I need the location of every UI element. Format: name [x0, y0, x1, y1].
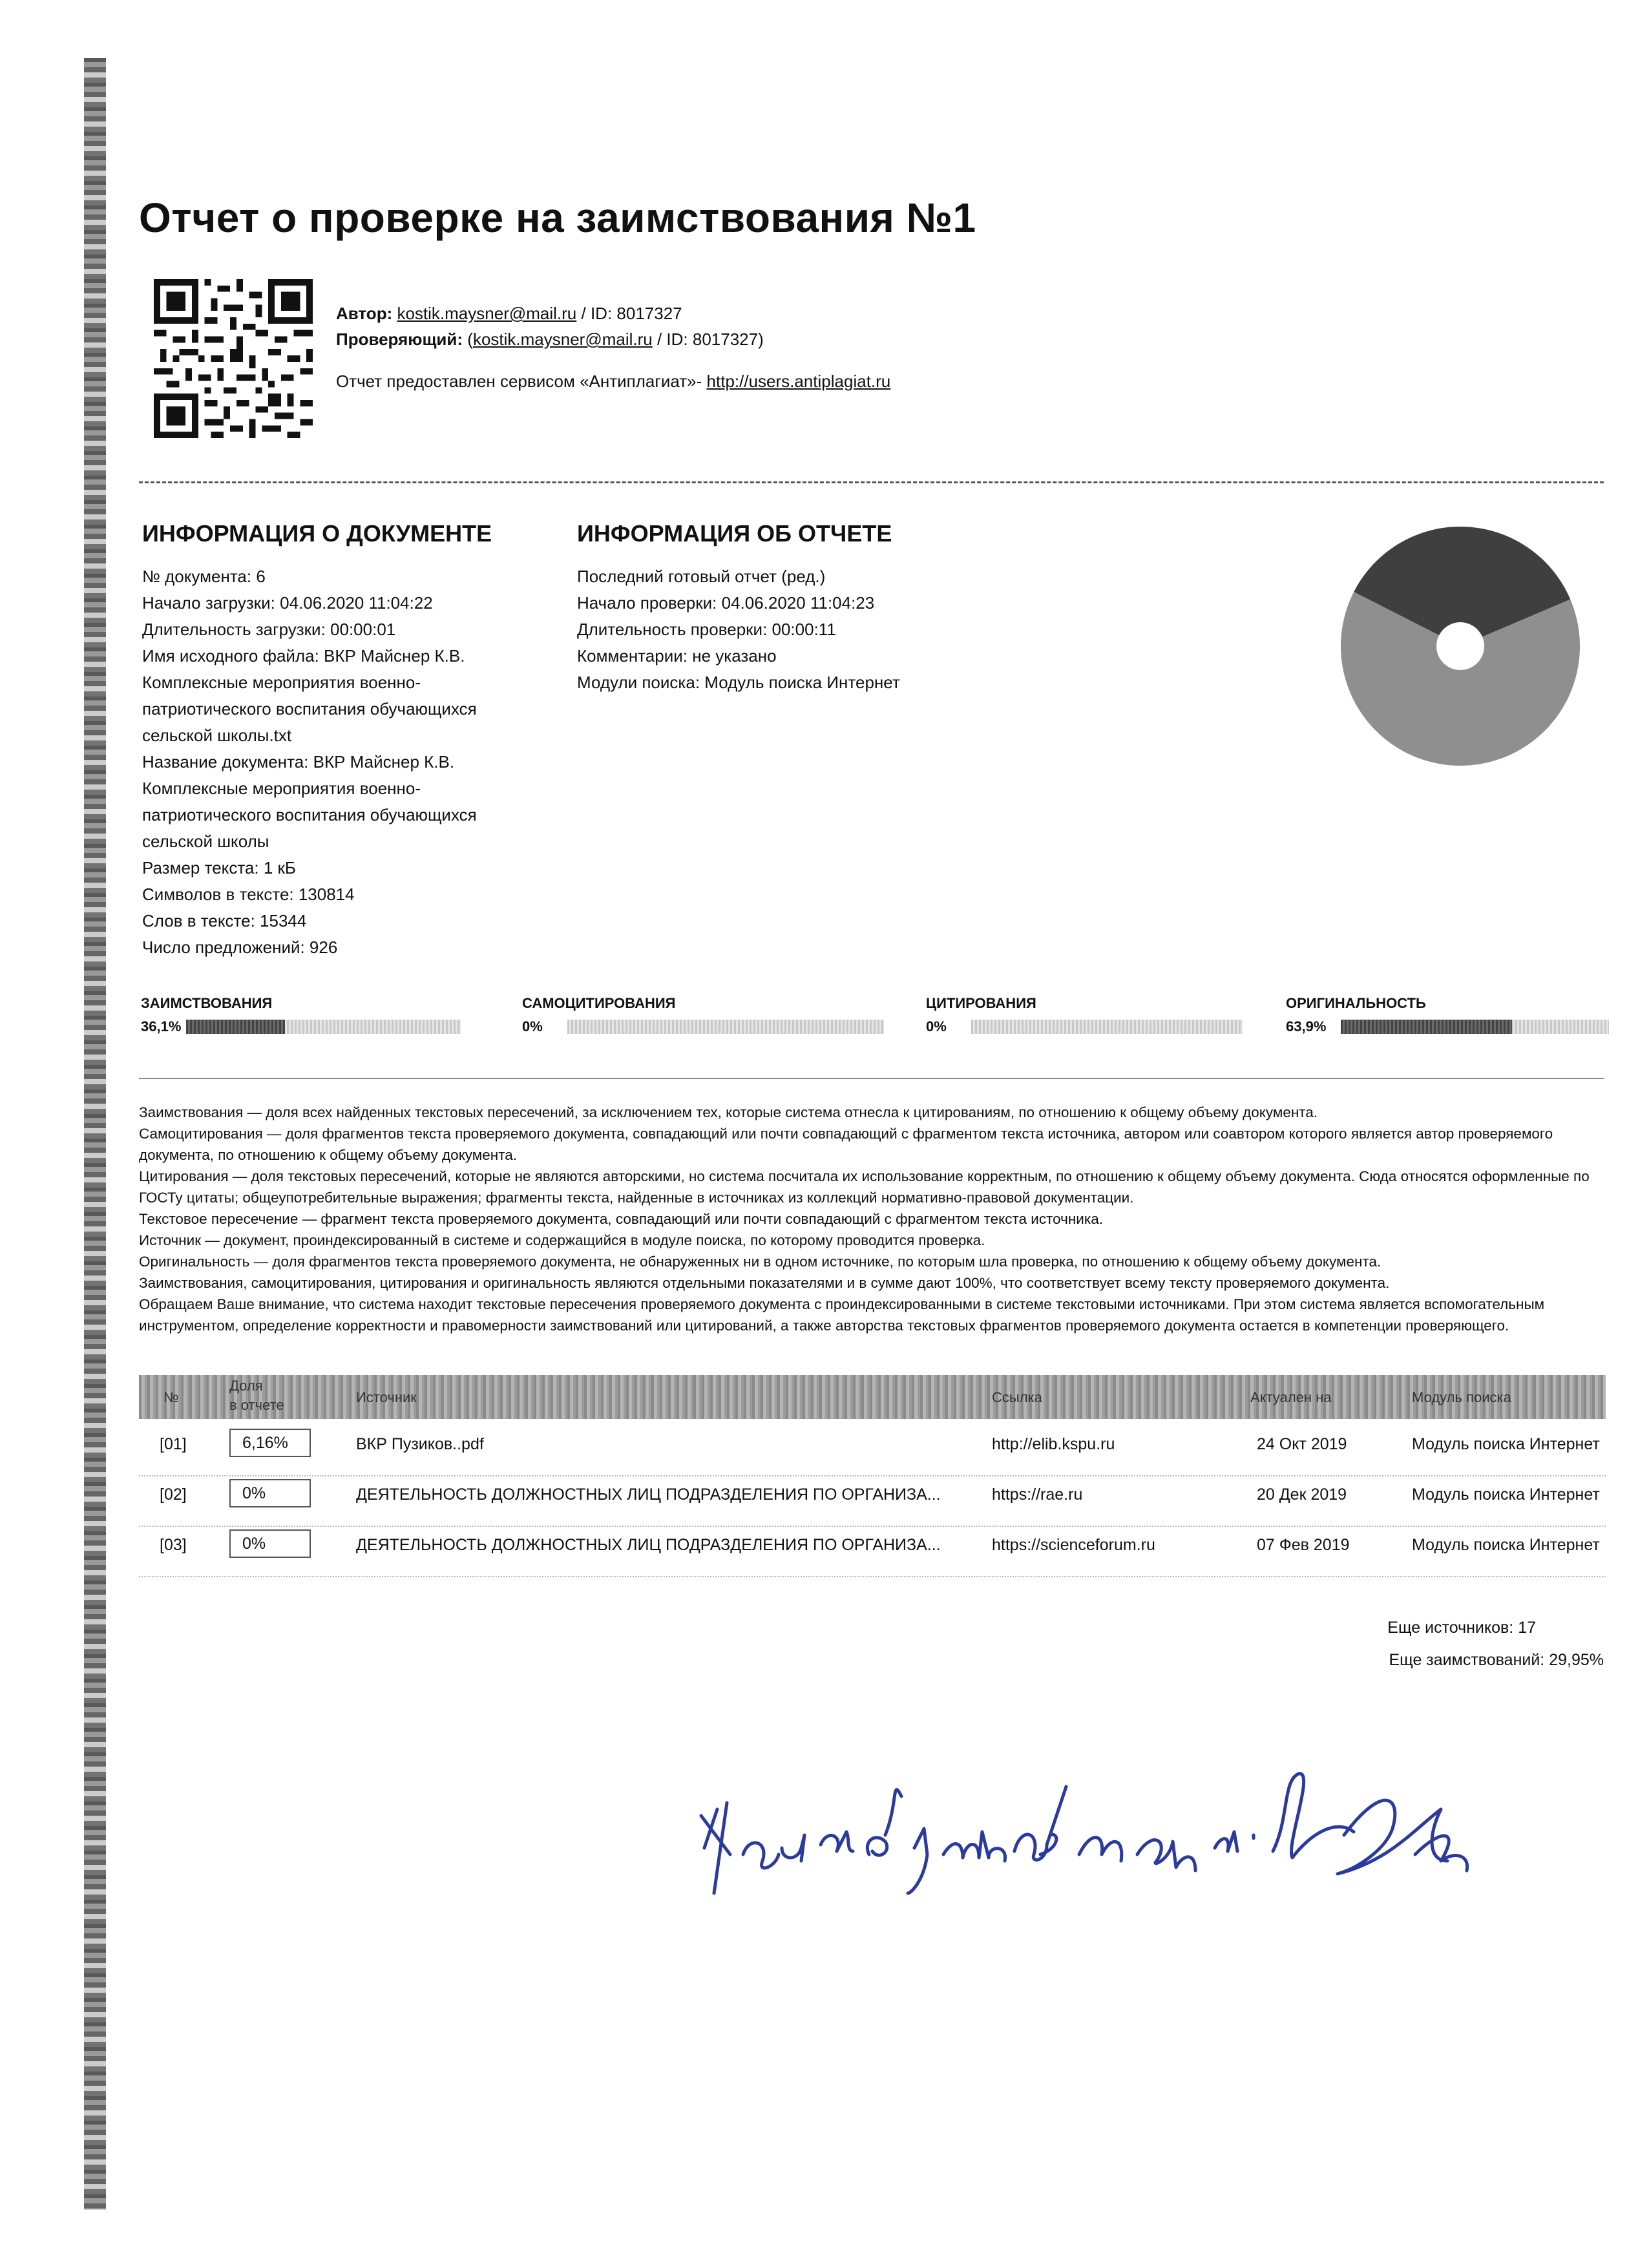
- report-info-line: Длительность проверки: 00:00:11: [577, 620, 836, 639]
- th-share-1: Доля: [229, 1378, 263, 1394]
- legend-paragraph: Заимствования, самоцитирования, цитирования и оригинальность являются отдельными показателями и в сумме дают 100%, что соответствует всему тексту проверяемого документа.: [139, 1275, 1390, 1291]
- legend-paragraph: Оригинальность — доля фрагментов текста проверяемого документа, не обнаруженных ни в одном источнике, по которым шла проверка, по отношению к общему объему документа.: [139, 1254, 1381, 1270]
- reviewer-id: / ID: 8017327): [656, 330, 764, 349]
- service-url-link[interactable]: http://users.antiplagiat.ru: [706, 372, 891, 391]
- th-actual: Актуален на: [1250, 1389, 1332, 1405]
- source-url[interactable]: http://elib.kspu.ru: [992, 1435, 1115, 1453]
- source-date: 20 Дек 2019: [1257, 1486, 1347, 1504]
- reviewer-email-link[interactable]: kostik.maysner@mail.ru: [472, 330, 653, 349]
- th-num: №: [163, 1389, 179, 1405]
- author-id: / ID: 8017327: [581, 304, 682, 323]
- doc-info-line: № документа: 6: [142, 567, 266, 586]
- source-share: 6,16%: [229, 1429, 311, 1457]
- source-row[interactable]: [139, 1526, 1606, 1564]
- originality-pie-chart: [1341, 527, 1580, 766]
- doc-info-line: Число предложений: 926: [142, 938, 338, 957]
- legend-paragraph: Цитирования — доля текстовых пересечений, которые не являются авторскими, но система посчитала их использование корректным, по отношению к общему объему документа. Сюда относятся оформленные по ГОСТу цитаты; общеупотребительные выражения; фрагменты текста, найденные в источниках из коллекций нормативно-правовой документации.: [139, 1168, 1590, 1206]
- stat-selfcite: [522, 995, 884, 1035]
- stat-original-label: ОРИГИНАЛЬНОСТЬ: [1286, 995, 1426, 1011]
- divider-mid: [139, 1078, 1604, 1079]
- source-share: 0%: [229, 1529, 311, 1558]
- legend-paragraph: Самоцитирования — доля фрагментов текста проверяемого документа, совпадающий или почти совпадающий с фрагментом текста источника, автором или соавтором которого является автор проверяемого документа, по отношению к общему объему документа.: [139, 1126, 1553, 1163]
- legend-paragraph: Источник — документ, проиндексированный в системе и содержащийся в модуле поиска, по которому проводится проверка.: [139, 1232, 985, 1248]
- source-name: ДЕЯТЕЛЬНОСТЬ ДОЛЖНОСТНЫХ ЛИЦ ПОДРАЗДЕЛЕНИЯ ПО ОРГАНИЗА...: [356, 1536, 941, 1554]
- legend-paragraph: Текстовое пересечение — фрагмент текста проверяемого документа, совпадающий или почти совпадающий с фрагментом текста источника.: [139, 1211, 1103, 1227]
- more-sources: Еще источников: 17: [1387, 1619, 1536, 1637]
- report-info-line: Последний готовый отчет (ред.): [577, 567, 826, 586]
- stat-selfcite-label: САМОЦИТИРОВАНИЯ: [522, 995, 676, 1011]
- source-row[interactable]: [139, 1425, 1606, 1464]
- author-email-link[interactable]: kostik.maysner@mail.ru: [397, 304, 577, 323]
- scan-edge-artifact: [84, 58, 106, 2210]
- doc-info-line: Комплексные мероприятия военно-: [142, 779, 421, 798]
- stat-borrow-value: 36,1%: [141, 1018, 182, 1034]
- stat-borrow: [141, 995, 461, 1035]
- th-link: Ссылка: [992, 1389, 1042, 1405]
- source-url[interactable]: https://rae.ru: [992, 1486, 1083, 1504]
- reviewer-open-paren: (: [467, 330, 473, 349]
- doc-info-line: Комплексные мероприятия военно-: [142, 673, 421, 692]
- author-line: [336, 304, 682, 324]
- reviewer-label: Проверяющий:: [336, 330, 463, 349]
- source-share: 0%: [229, 1479, 311, 1507]
- th-share-2: в отчете: [229, 1397, 284, 1413]
- stat-cite-bar: [971, 1020, 1243, 1034]
- doc-info-line: патриотического воспитания обучающихся: [142, 805, 477, 824]
- definitions-legend: [139, 1102, 1612, 1336]
- source-date: 07 Фев 2019: [1257, 1536, 1350, 1554]
- doc-info-line: Название документа: ВКР Майснер К.В.: [142, 752, 455, 772]
- source-num: [03]: [160, 1536, 187, 1554]
- stat-borrow-bar: [186, 1020, 461, 1034]
- source-module: Модуль поиска Интернет: [1412, 1486, 1600, 1504]
- stat-selfcite-value: 0%: [522, 1018, 543, 1034]
- doc-info-line: Длительность загрузки: 00:00:01: [142, 620, 396, 639]
- stat-borrow-label: ЗАИМСТВОВАНИЯ: [141, 995, 273, 1011]
- source-url[interactable]: https://scienceforum.ru: [992, 1536, 1155, 1554]
- stat-original-bar: [1341, 1020, 1609, 1034]
- doc-info-line: сельской школы.txt: [142, 726, 292, 745]
- source-module: Модуль поиска Интернет: [1412, 1435, 1600, 1453]
- doc-info-line: Размер текста: 1 кБ: [142, 858, 296, 877]
- stat-original-value: 63,9%: [1286, 1018, 1327, 1034]
- source-name: ВКР Пузиков..pdf: [356, 1435, 484, 1453]
- doc-info-line: Слов в тексте: 15344: [142, 911, 307, 930]
- doc-info-list: [142, 563, 477, 961]
- legend-paragraph: Обращаем Ваше внимание, что система находит текстовые пересечения проверяемого документа с проиндексированными в системе текстовыми источниками. При этом система является вспомогательным инструментом, определение корректности и правомерности заимствований или цитирований, а также авторства текстовых фрагментов проверяемого документа остается в компетенции проверяющего.: [139, 1296, 1545, 1334]
- doc-info-heading: ИНФОРМАЦИЯ О ДОКУМЕНТЕ: [142, 520, 492, 547]
- row-divider: [139, 1576, 1606, 1577]
- stat-cite: [926, 995, 1243, 1035]
- pie-center-hole: [1436, 622, 1484, 670]
- author-label: Автор:: [336, 304, 393, 323]
- stat-original-fill: [1341, 1020, 1512, 1034]
- legend-paragraph: Заимствования — доля всех найденных текстовых пересечений, за исключением тех, которые система отнесла к цитированиям, по отношению к общему объему документа.: [139, 1104, 1318, 1120]
- handwritten-signature: [691, 1758, 1609, 1926]
- report-info-line: Начало проверки: 04.06.2020 11:04:23: [577, 593, 875, 613]
- service-text: Отчет предоставлен сервисом «Антиплагиат»-: [336, 372, 702, 391]
- source-module: Модуль поиска Интернет: [1412, 1536, 1600, 1554]
- th-source: Источник: [356, 1389, 417, 1405]
- source-date: 24 Окт 2019: [1257, 1435, 1347, 1453]
- report-info-line: Комментарии: не указано: [577, 646, 777, 666]
- sources-table-header: [139, 1375, 1606, 1419]
- doc-info-line: Начало загрузки: 04.06.2020 11:04:22: [142, 593, 433, 613]
- stat-cite-value: 0%: [926, 1018, 947, 1034]
- service-line: [336, 372, 890, 392]
- report-info-heading: ИНФОРМАЦИЯ ОБ ОТЧЕТЕ: [577, 520, 892, 547]
- source-num: [02]: [160, 1486, 187, 1504]
- stat-cite-label: ЦИТИРОВАНИЯ: [926, 995, 1036, 1011]
- reviewer-line: [336, 330, 764, 350]
- doc-info-line: сельской школы: [142, 832, 269, 851]
- stat-original: [1286, 995, 1609, 1035]
- stat-borrow-fill: [186, 1020, 285, 1034]
- doc-info-line: патриотического воспитания обучающихся: [142, 699, 477, 719]
- source-row[interactable]: [139, 1475, 1606, 1514]
- more-borrowings: Еще заимствований: 29,95%: [1389, 1651, 1604, 1669]
- doc-info-line: Символов в тексте: 130814: [142, 885, 355, 904]
- doc-info-line: Имя исходного файла: ВКР Майснер К.В.: [142, 646, 465, 666]
- report-title: Отчет о проверке на заимствования №1: [139, 194, 976, 241]
- stat-selfcite-bar: [567, 1020, 884, 1034]
- report-info-line: Модули поиска: Модуль поиска Интернет: [577, 673, 900, 692]
- th-module: Модуль поиска: [1412, 1389, 1511, 1405]
- report-info-list: [577, 563, 900, 696]
- source-name: ДЕЯТЕЛЬНОСТЬ ДОЛЖНОСТНЫХ ЛИЦ ПОДРАЗДЕЛЕНИЯ ПО ОРГАНИЗА...: [356, 1486, 941, 1504]
- divider-top: [139, 481, 1604, 483]
- source-num: [01]: [160, 1435, 187, 1453]
- qr-code-icon: [154, 279, 313, 438]
